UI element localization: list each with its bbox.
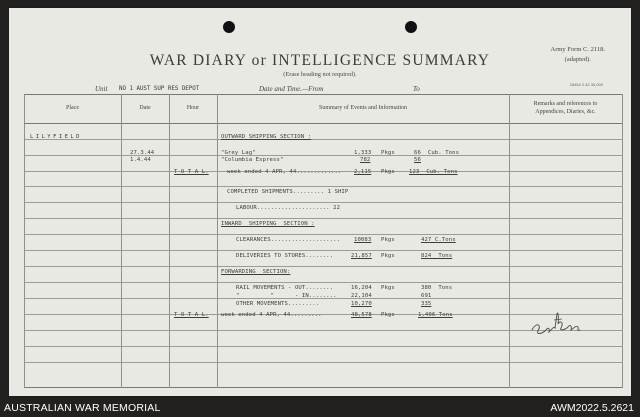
week-label: week ended 4 APR, 44......... — [221, 312, 322, 318]
column-rule — [622, 94, 623, 388]
print-code: 25454 2.42 30,000 — [569, 82, 603, 87]
clearances-tons: 427 C.Tons — [421, 237, 456, 243]
column-header-hour: Hour — [186, 105, 200, 111]
column-rule — [24, 94, 25, 388]
rail-in-pkgs: 22,104 — [351, 293, 372, 299]
week-pkgs: 48,578 — [351, 312, 372, 318]
form-number-line: Army Form C. 2118. — [550, 46, 605, 53]
pkgs-word: Pkgs — [381, 237, 395, 243]
section-heading-forwarding: FORWARDING SECTION: — [221, 269, 291, 275]
ship-name: "Grey Lag" — [221, 150, 256, 156]
column-rule — [121, 94, 122, 388]
other-pkgs: 10,270 — [351, 301, 372, 307]
section-heading-inward: INWARD SHIPPING SECTION : — [221, 221, 315, 227]
ship-pkgs: 1,333 — [354, 150, 372, 156]
completed-shipments: COMPLETED SHIPMENTS......... 1 SHIP — [227, 189, 349, 195]
other-tons: 335 — [421, 301, 432, 307]
column-rule — [509, 94, 510, 388]
row-rule — [24, 362, 623, 363]
row-rule — [24, 186, 623, 187]
to-label: To — [413, 85, 420, 93]
page-subtitle: (Erase heading not required). — [283, 71, 357, 78]
punch-hole — [223, 21, 235, 33]
ship-tons: 66 Cub. Tons — [414, 150, 460, 156]
labour-count: LABOUR..................... 22 — [236, 205, 341, 211]
date-entry: 27.3.44 — [130, 150, 155, 156]
row-rule — [24, 202, 623, 203]
archive-reference: AWM2022.5.2621 — [550, 402, 634, 414]
punch-hole — [405, 21, 417, 33]
row-rule — [24, 250, 623, 251]
rail-out-label: RAIL MOVEMENTS - OUT........ — [236, 285, 334, 291]
week-tons: 123 Cub. Tons — [409, 169, 458, 175]
table-top-rule — [24, 94, 623, 95]
rail-out-tons: 380 Tons — [421, 285, 453, 291]
page-title: WAR DIARY or INTELLIGENCE SUMMARY — [149, 52, 491, 69]
pkgs-word: Pkgs — [381, 150, 395, 156]
row-rule — [24, 155, 623, 156]
deliveries-tons: 824 Tons — [421, 253, 453, 259]
row-rule — [24, 266, 623, 267]
row-rule — [24, 139, 623, 140]
week-label: week ended 4 APR, 44............. — [227, 169, 342, 175]
row-rule — [24, 234, 623, 235]
pkgs-word: Pkgs — [381, 253, 395, 259]
pkgs-word: Pkgs — [381, 312, 395, 318]
column-header-date: Date — [139, 105, 151, 111]
week-tons: 1,406 Tons — [418, 312, 453, 318]
column-header-summary: Summary of Events and Information — [319, 105, 407, 111]
clearances-pkgs: 10083 — [354, 237, 372, 243]
column-header-place: Place — [66, 105, 79, 111]
ship-tons: 56 — [414, 157, 421, 163]
column-rule — [169, 94, 170, 388]
archive-caption: AUSTRALIAN WAR MEMORIAL — [4, 402, 161, 414]
row-rule — [24, 282, 623, 283]
ship-pkgs: 782 — [360, 157, 371, 163]
table-bottom-rule — [24, 387, 623, 388]
ship-name: "Columbia Express" — [221, 157, 284, 163]
unit-value: NO 1 AUST SUP RES DEPOT — [119, 86, 200, 92]
remarks-header-line: Appendices, Diaries, &c. — [535, 109, 596, 115]
week-pkgs: 2,115 — [354, 169, 372, 175]
form-adapted-line: (adapted). — [564, 56, 591, 63]
deliveries-label: DELIVERIES TO STORES........ — [236, 253, 334, 259]
date-entry: 1.4.44 — [130, 157, 151, 163]
remarks-header-line: Remarks and references to — [533, 101, 598, 107]
column-header-remarks — [509, 100, 622, 116]
row-rule — [24, 218, 623, 219]
unit-label: Unit — [95, 85, 108, 93]
date-time-label: Date and Time.—From — [259, 85, 324, 93]
clearances-label: CLEARANCES.................... — [236, 237, 341, 243]
rail-in-tons: 691 — [421, 293, 432, 299]
total-label: T O T A L. — [174, 312, 209, 318]
form-number — [551, 45, 605, 65]
pkgs-word: Pkgs — [381, 285, 395, 291]
place-entry: LILYFIELD — [30, 134, 82, 140]
section-heading-outward: OUTWARD SHIPPING SECTION : — [221, 134, 312, 140]
rail-out-pkgs: 16,204 — [351, 285, 372, 291]
column-rule — [217, 94, 218, 388]
other-label: OTHER MOVEMENTS......... — [236, 301, 320, 307]
header-rule — [24, 123, 623, 124]
signature — [528, 300, 586, 346]
total-label: T O T A L. — [174, 169, 209, 175]
pkgs-word: Pkgs — [381, 169, 395, 175]
row-rule — [24, 346, 623, 347]
deliveries-pkgs: 21,857 — [351, 253, 372, 259]
rail-in-label: " " - IN........ — [236, 293, 337, 299]
diary-sheet — [9, 8, 631, 396]
